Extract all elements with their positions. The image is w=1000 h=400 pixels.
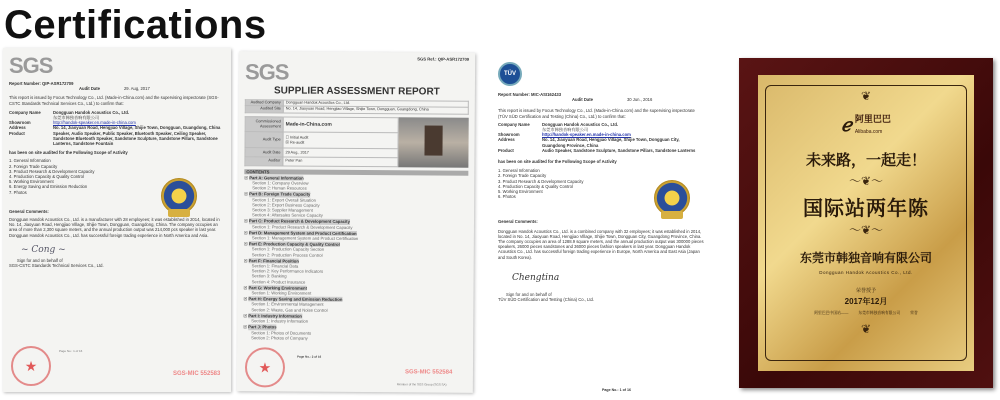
scope-item: 1. General Information [9, 158, 51, 164]
part-checkbox: ☒ [243, 230, 249, 236]
scope-item: 7. Photos [9, 189, 27, 195]
contents-part [244, 240, 468, 258]
part-checkbox: ☒ [243, 313, 249, 319]
sgs-logo: SGS [244, 59, 289, 85]
part-checkbox: ☒ [243, 324, 249, 330]
signature: Chengtina [512, 272, 560, 283]
cell-label: Auditor [245, 157, 283, 166]
re-audit-label: Re-audit [290, 140, 305, 145]
cell-label: Audit Type [245, 132, 283, 148]
part-section: Section 1: Management System and Product Certification [251, 235, 359, 242]
contents-part [244, 191, 468, 220]
showroom-link[interactable]: http://handok-speaker.en.made-in-china.com [53, 120, 136, 126]
scope-item: 6. Photos [498, 194, 516, 200]
scope-heading: has been on site audited for the Following Scope of Activity [9, 150, 128, 156]
sgs-supplier-assessment-report [237, 51, 475, 393]
red-stamp-icon: ★ [245, 347, 285, 387]
company-name-cn: 东莞市韩独音响有限公司 [799, 251, 932, 265]
footer-right: 荣誉 [910, 311, 918, 315]
cell-label: Audit Date [245, 148, 283, 157]
comments-heading: General Comments: [9, 208, 49, 214]
sgs-ref: SGS Ref.: QIP-ASR172709 [417, 56, 470, 62]
member-note: Member of the SGS Group (SGS SA) [396, 382, 447, 387]
footer-left: 阿里巴巴中国站—— [814, 311, 849, 315]
tuv-audit-report [482, 48, 720, 398]
intro: This report is issued by Focus Technology Co., Ltd. (Made-in-China.com) and the supervising inspectorate (TÜV SÜD Certification and Testing (China) Co., Ltd.) to confirm that: [498, 108, 695, 119]
part-title: Part F: Financial Position [248, 258, 299, 264]
company-name-cn: 东莞市韩独音响有限公司 [542, 127, 589, 133]
company-name: Dongguan Handok Acoustics Co., Ltd. [542, 121, 619, 127]
ornament-icon: ❦ [860, 322, 872, 336]
company-label: Company Name [498, 121, 530, 127]
part-title: Part E: Production Capacity & Quality Control [248, 241, 340, 248]
page-title: Certifications [4, 3, 267, 47]
part-section: Section 1: Product Research & Development Capacity [251, 223, 353, 230]
scope-item: 1. General Information [498, 168, 540, 174]
audit-date: 30 Jun., 2016 [626, 97, 653, 103]
part-section: Section 1: Environmental Management [251, 301, 324, 308]
signature: ~ Cong ~ [21, 244, 66, 255]
brand-cn: 阿里巴巴 [854, 114, 891, 124]
showroom-label: Showroom [498, 132, 520, 138]
scope-item: 3. Product Research & Development Capacity [9, 168, 95, 174]
red-stamp-icon: ★ [11, 346, 51, 386]
part-checkbox: ☒ [243, 258, 249, 264]
contents-heading: CONTENTS [244, 169, 468, 176]
initial-audit-checkbox: ☐ [285, 135, 291, 140]
part-section: Section 4: Aftersales Service Capacity [252, 212, 323, 219]
ornament-icon: ❦ [860, 89, 872, 103]
report-number: Report Number: MIC-ASI162433 [498, 92, 562, 97]
part-section: Section 2: Photos of Company [251, 334, 308, 341]
address-label: Address [498, 137, 515, 143]
assessment-info [244, 116, 468, 168]
part-title: Part I: Industry Information [248, 313, 303, 319]
part-title: Part A: General Information [249, 175, 304, 181]
footer-mid: 东莞市韩独音响有限公司 [858, 311, 901, 315]
part-title: Part H: Energy Saving and Emission Reduction [248, 296, 343, 303]
product: Speaker, Audio Speaker, Public Speaker, Bluetooth Speaker, Ceiling Speaker, Sandstone Bluetooth Speaker, Sandstone Sculpture, Sandstone Pillars, Sandstone Lanterns, Sandstone Fountain [53, 130, 218, 147]
part-title: Part J: Photos [248, 324, 277, 330]
ornament-icon: ～❦～ [848, 174, 884, 188]
address: No. 14, Jiaoyuan Road, Hengjiao Village, Shijie Town, Dongguan, Guangdong, China [53, 125, 221, 131]
product: Audio Speaker, Sandstone Sculpture, Sandstone Pillars, Sandstone Lanterns [542, 147, 696, 153]
intro: This report is issued by Focus Technology Co., Ltd. (Made-in-China.com) and the supervising inspectorate (SGS-CSTC Standards Technical Services Co., Ltd.) to confirm that: [9, 95, 219, 106]
page-number: Page No.: 2 of 16 [297, 354, 322, 359]
document-code: SGS-MIC 552584 [404, 369, 453, 376]
scope-item: 3. Product Research & Development Capacity [498, 178, 584, 184]
sgs-logo: SGS [9, 53, 53, 78]
sgs-audit-report-page-1 [3, 48, 231, 392]
company-name: Dongguan Handok Acoustics Co., Ltd. [53, 109, 130, 115]
part-section: Section 2: Key Performance Indicators [251, 268, 324, 275]
address: No. 14, Jiaoyuan Road, Hengjiao Village, Shijie Town, Dongguan City, Guangdong Province, China [542, 137, 680, 148]
cell-value: Dongguan Handok Acoustics Co., Ltd. [283, 100, 468, 107]
audited-supplier-seal-icon [161, 178, 197, 214]
part-section: Section 3: Supplier Management [252, 207, 313, 213]
part-checkbox: ☒ [243, 241, 249, 247]
scope-item: 5. Working Environment [9, 179, 54, 185]
part-title: Part D: Management System and Product Certification [248, 230, 357, 236]
alibaba-award-plaque [739, 58, 993, 388]
report-number: Report Number: QIP-ASR172709 [9, 81, 74, 86]
audit-date-label: Audit Date [572, 97, 593, 103]
alibaba-mark-icon: ℯ [841, 114, 852, 135]
scope-item: 2. Foreign Trade Capacity [9, 163, 58, 169]
part-section: Section 1: Financial Data [251, 263, 299, 269]
audited-supplier-seal-icon [654, 180, 690, 216]
scope-item: 2. Foreign Trade Capacity [498, 173, 547, 179]
cell-value: Made-in-China.com [283, 117, 398, 134]
report-heading: SUPPLIER ASSESSMENT REPORT [273, 85, 440, 98]
part-section: Section 2: Production Process Control [251, 251, 323, 258]
tuv-logo: TÜV [498, 62, 522, 86]
brand-en: Alibaba.com [854, 129, 883, 135]
part-section: Section 1: Photos of Documents [251, 329, 312, 336]
part-section: Section 1: Industry Information [251, 318, 309, 324]
document-code: SGS-MIC 552583 [173, 371, 221, 377]
sign-line: Sign for and on behalf of [506, 291, 552, 297]
contents-part [244, 174, 468, 192]
cell-value: 29 Aug., 2017 [283, 148, 398, 157]
audit-date-label: Audit Date [79, 86, 100, 92]
product-label: Product [9, 130, 25, 136]
page-number: Page No.: 1 of 16 [602, 388, 631, 392]
part-section: Section 1: Company Overview [252, 180, 309, 186]
scope-item: 4. Production Capacity & Quality Control [9, 174, 84, 180]
page-number: Page No.: 1 of 16 [59, 349, 83, 353]
re-audit-checkbox: ☒ [285, 140, 291, 145]
audit-date: 29. Aug, 2017 [123, 86, 150, 92]
part-section: Section 2: Export Business Capacity [252, 202, 320, 208]
part-checkbox: ☒ [244, 175, 250, 181]
contents-list [243, 174, 468, 342]
sign-line: Sign for and on behalf of [17, 257, 63, 263]
part-checkbox: ☒ [243, 218, 249, 224]
scope-item: 4. Production Capacity & Quality Control [498, 183, 573, 189]
address-label: Address [9, 125, 26, 131]
award-title: 国际站两年陈 [803, 198, 929, 220]
scope-item: 5. Working Environment [498, 189, 543, 195]
part-checkbox: ☒ [244, 191, 250, 197]
part-section: Section 2: Waste, Gas and Noise Control [251, 306, 328, 313]
contents-part [244, 257, 468, 286]
contents-part [243, 295, 467, 313]
cell-label: Audited Site [245, 106, 283, 112]
cell-label: Audited Company [245, 100, 283, 106]
gold-plate [758, 75, 974, 371]
part-checkbox: ☒ [243, 285, 249, 291]
audited-company-table [245, 99, 469, 114]
product-label: Product [498, 147, 514, 153]
award-date: 2017年12月 [844, 297, 888, 306]
company-name-cn: 东莞市韩独音响有限公司 [53, 115, 100, 121]
cell-value: No. 14, Jiaoyuan Road, Hengjiao Village, Shijie Town, Dongguan, Guangdong, China [283, 106, 468, 113]
contents-part [243, 312, 467, 325]
part-title: Part G: Working Environment [248, 285, 308, 291]
honor-label: 荣誉授予 [855, 288, 876, 294]
part-section: Section 1: Export Overall Situation [252, 196, 316, 203]
cell-value: Peter Pan [283, 157, 398, 166]
part-section: Section 2: Human Resources [252, 185, 307, 191]
part-section: Section 3: Banking [251, 273, 287, 279]
sign-org: TÜV SÜD Certification and Testing (China) Co., Ltd. [498, 297, 595, 303]
part-checkbox: ☒ [243, 296, 249, 302]
comments: Dongguan Handok Acoustics Co., Ltd. is a manufacturer with 28 employees; it was established in 2014, located in No. 14, Jiaoyuan Road, Hengjiao Village, Shijie Town, Dongguan, Guangdong, China. The company occupies an area of more than 2,300 square meters, and the annual production output was 214,000 pcs speaker in last year. Dongguan Handok Acoustics Co., Ltd. has successful foreign trading experience in North America and Asia. [9, 217, 220, 238]
cell-label: Commissioned Assessment [245, 116, 283, 132]
comments: Dongguan Handok Acoustics Co., Ltd. is a combined company with 32 employees; it was established in 2014, located in No. 14, Jiaoyuan Road, Hengjiao Village, Shijie Town, Dongguan City, Guangdong Province, China. The company occupies an area of 1288.9 square meters, and the annual production output was 300000 pieces speakers, 26000 pieces sandstones and 36000 pieces fashion speakers in last year. Dongguan Handok Acoustics Co., Ltd. has successful foreign trading experience in Europe, North America and East Asia (Japan and South Korea). [498, 228, 704, 260]
scope-heading: has been on site audited for the Following Scope of Activity [498, 159, 617, 165]
part-section: Section 4: Product Insurance [251, 278, 306, 285]
company-label: Company Name [9, 109, 41, 115]
factory-photo [398, 117, 468, 167]
plate-frame [765, 85, 967, 361]
part-section: Section 1: Working Environment [251, 290, 312, 296]
showroom-link[interactable]: http://handok-speaker.en.made-in-china.com [542, 132, 631, 138]
company-name-en: Dongguan Handok Acoustics Co., Ltd. [819, 270, 913, 275]
initial-audit-label: Initial Audit [290, 135, 309, 140]
part-title: Part B: Foreign Trade Capacity [249, 191, 311, 198]
slogan: 未来路，一起走！ [805, 152, 926, 169]
showroom-label: Showroom [9, 120, 31, 126]
comments-heading: General Comments: [498, 219, 538, 225]
part-title: Part C: Product Research & Development Capacity [248, 218, 350, 225]
scope-item: 6. Energy Saving and Emission Reduction [9, 184, 88, 190]
part-section: Section 1: Production Capacity Section [251, 246, 325, 253]
ornament-icon: ～❦～ [848, 223, 884, 237]
sign-org: SGS-CSTC Standards Technical Services Co., Ltd. [9, 263, 104, 269]
contents-part [243, 324, 467, 342]
